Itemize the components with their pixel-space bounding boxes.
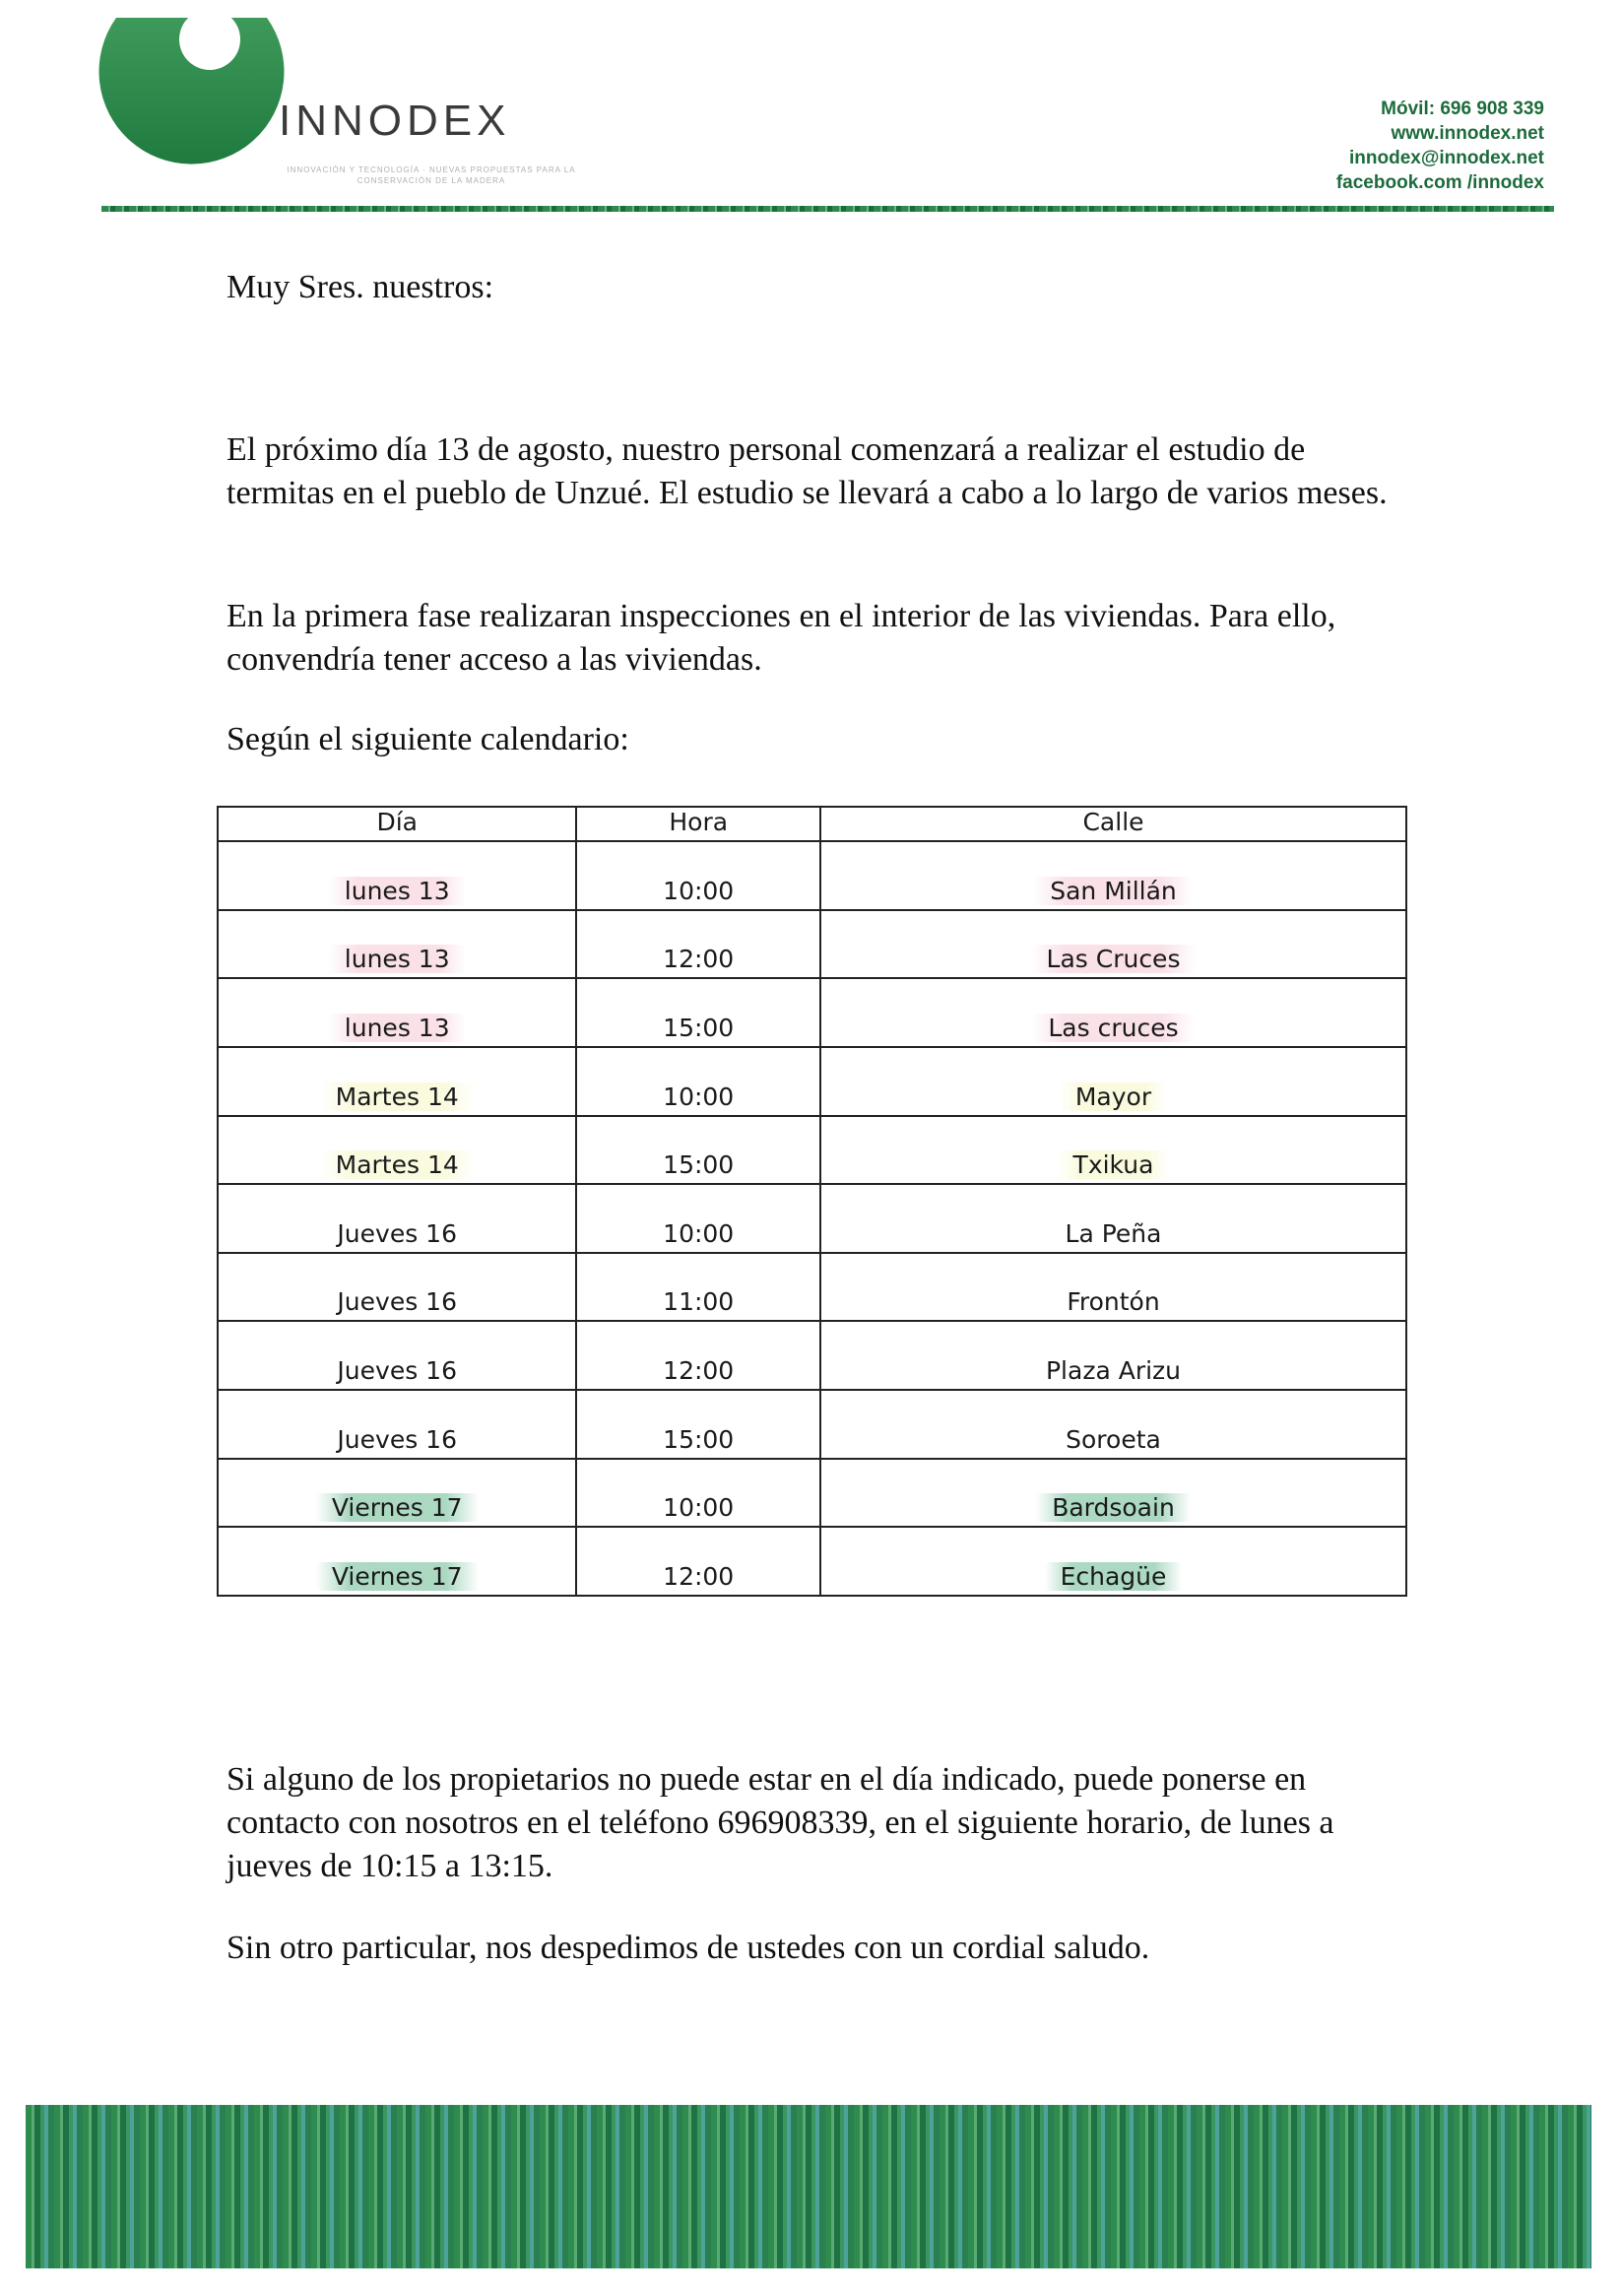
cell-calle: [820, 1116, 1406, 1185]
contact-email-link[interactable]: innodex@innodex.net: [1349, 148, 1544, 168]
cell-calle: [820, 1527, 1406, 1596]
cell-dia: [218, 841, 576, 910]
cell-dia: [218, 1459, 576, 1528]
cell-calle-text: Bardsoain: [1036, 1493, 1191, 1522]
table-row: [218, 1321, 1406, 1390]
closing: Sin otro particular, nos despedimos de ustedes con un cordial saludo.: [227, 1930, 1150, 1966]
header-hora: Hora: [576, 807, 820, 841]
schedule-header-row: [218, 807, 1406, 841]
cell-calle: [820, 1459, 1406, 1528]
cell-dia-text: lunes 13: [329, 945, 466, 973]
brand-tagline: INNOVACIÓN Y TECNOLOGÍA · NUEVAS PROPUESTAS PARA LA CONSERVACIÓN DE LA MADERA: [287, 165, 576, 185]
table-row: [218, 841, 1406, 910]
table-row: [218, 1184, 1406, 1253]
paragraph-intro: El próximo día 13 de agosto, nuestro personal comenzará a realizar el estudio de termitas en el pueblo de Unzué. El estudio se llevará a cabo a lo largo de varios meses.: [227, 431, 1388, 511]
cell-dia-text: lunes 13: [329, 877, 466, 905]
cell-dia-text: Viernes 17: [316, 1562, 479, 1591]
cell-hora-text: 10:00: [663, 1218, 735, 1248]
cell-calle-text: San Millán: [1034, 877, 1193, 905]
contact-web-link[interactable]: www.innodex.net: [1391, 123, 1544, 144]
table-row: [218, 1459, 1406, 1528]
cell-hora-text: 15:00: [663, 1424, 735, 1454]
cell-dia-text: Jueves 16: [337, 1356, 457, 1385]
cell-hora: [576, 1321, 820, 1390]
cell-dia-text: Viernes 17: [316, 1493, 479, 1522]
cell-dia-text: Jueves 16: [337, 1287, 457, 1317]
cell-calle-text: Las Cruces: [1031, 945, 1197, 973]
contact-block: [1336, 97, 1544, 195]
table-row: [218, 1116, 1406, 1185]
contact-movil: Móvil: 696 908 339: [1381, 98, 1544, 119]
cell-hora-text: 10:00: [663, 1493, 735, 1523]
cell-calle: [820, 1253, 1406, 1322]
header-divider: [101, 206, 1554, 212]
cell-calle: [820, 910, 1406, 979]
schedule-body: [218, 841, 1406, 1596]
cell-dia: [218, 910, 576, 979]
cell-dia-text: lunes 13: [329, 1014, 466, 1042]
cell-calle: [820, 1390, 1406, 1459]
cell-calle-text: Txikua: [1058, 1150, 1170, 1179]
cell-dia: [218, 978, 576, 1047]
salutation: Muy Sres. nuestros:: [227, 269, 494, 305]
cell-calle: [820, 841, 1406, 910]
cell-dia: [218, 1184, 576, 1253]
cell-calle-text: La Peña: [1065, 1218, 1162, 1248]
cell-hora: [576, 841, 820, 910]
schedule-table: [217, 806, 1407, 1597]
cell-calle: [820, 978, 1406, 1047]
table-row: [218, 1047, 1406, 1116]
cell-hora: [576, 1390, 820, 1459]
table-row: [218, 1527, 1406, 1596]
cell-calle-text: Plaza Arizu: [1045, 1356, 1182, 1385]
table-row: [218, 1390, 1406, 1459]
cell-dia: [218, 1321, 576, 1390]
paragraph-phase: En la primera fase realizaran inspecciones en el interior de las viviendas. Para ello, convendría tener acceso a las viviendas.: [227, 598, 1336, 678]
cell-hora: [576, 1047, 820, 1116]
cell-calle: [820, 1047, 1406, 1116]
cell-calle: [820, 1321, 1406, 1390]
cell-dia-text: Jueves 16: [337, 1218, 457, 1248]
cell-calle-text: Frontón: [1067, 1287, 1160, 1317]
paragraph-contact: Si alguno de los propietarios no puede estar en el día indicado, puede ponerse en contacto con nosotros en el teléfono 696908339, en el siguiente horario, de lunes a jueves de 10:15 a 13:15.: [227, 1761, 1334, 1884]
cell-hora: [576, 1527, 820, 1596]
contact-facebook-link[interactable]: facebook.com /innodex: [1335, 172, 1544, 193]
cell-hora: [576, 1116, 820, 1185]
cell-hora: [576, 1253, 820, 1322]
header-calle: Calle: [820, 807, 1406, 841]
cell-hora-text: 15:00: [663, 1013, 735, 1042]
footer-decorative-band: [26, 2105, 1591, 2268]
table-row: [218, 1253, 1406, 1322]
cell-dia: [218, 1390, 576, 1459]
header-dia: Día: [218, 807, 576, 841]
cell-calle-text: Soroeta: [1066, 1424, 1161, 1454]
cell-dia-text: Martes 14: [320, 1150, 475, 1179]
brand-name: INNODEX: [279, 97, 511, 145]
cell-hora: [576, 978, 820, 1047]
cell-dia: [218, 1047, 576, 1116]
cell-calle: [820, 1184, 1406, 1253]
table-row: [218, 910, 1406, 979]
cell-calle-text: Mayor: [1060, 1082, 1167, 1111]
cell-dia: [218, 1253, 576, 1322]
cell-hora-text: 12:00: [663, 945, 735, 974]
cell-hora-text: 11:00: [663, 1287, 735, 1317]
cell-dia: [218, 1527, 576, 1596]
table-row: [218, 978, 1406, 1047]
cell-hora: [576, 1184, 820, 1253]
cell-hora: [576, 1459, 820, 1528]
cell-hora-text: 12:00: [663, 1562, 735, 1591]
cell-dia: [218, 1116, 576, 1185]
cell-calle-text: Las cruces: [1032, 1014, 1194, 1042]
cell-dia-text: Jueves 16: [337, 1424, 457, 1454]
cell-hora-text: 12:00: [663, 1356, 735, 1385]
cell-hora-text: 15:00: [663, 1150, 735, 1180]
cell-hora-text: 10:00: [663, 1082, 735, 1111]
cell-dia-text: Martes 14: [320, 1082, 475, 1111]
cell-calle-text: Echagüe: [1045, 1562, 1183, 1591]
paragraph-calendar-intro: Según el siguiente calendario:: [227, 721, 629, 757]
cell-hora-text: 10:00: [663, 876, 735, 905]
cell-hora: [576, 910, 820, 979]
